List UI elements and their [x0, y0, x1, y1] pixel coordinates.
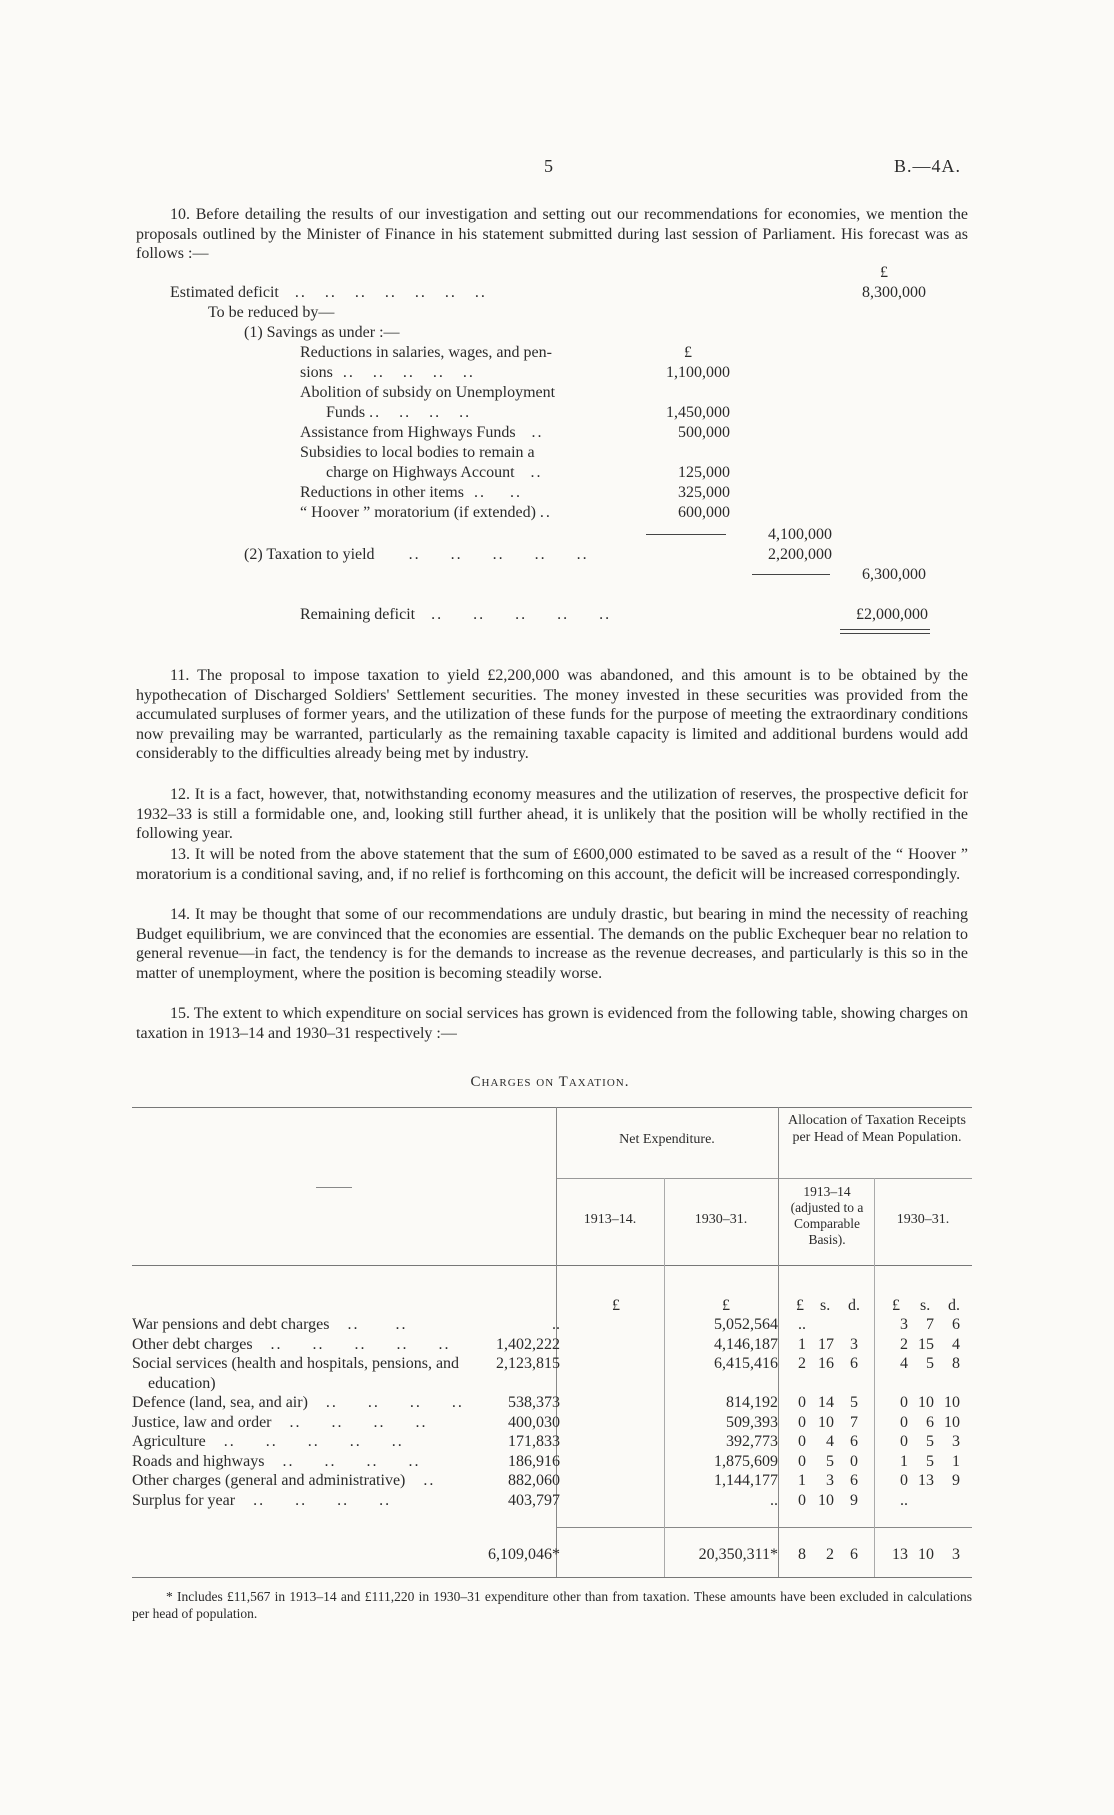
cell-alloc-1930-shillings: 5 [926, 1355, 934, 1372]
cell-1930: 4,146,187 [714, 1335, 778, 1353]
net-expenditure-header: Net Expenditure. [619, 1132, 715, 1147]
savings-item-label: “ Hoover ” moratorium (if extended) .. [300, 504, 552, 521]
cell-alloc-1930-pounds: .. [900, 1491, 908, 1509]
total-alloc-1930-pounds: 13 [892, 1546, 908, 1563]
table-title: Charges on Taxation. [470, 1074, 630, 1090]
cell-alloc-1930-shillings: 10 [918, 1394, 934, 1411]
paragraph-11: 11. The proposal to impose taxation to yield £2,200,000 was abandoned, and this amount is to be obtained by the hypothecation of Discharged Soldiers' Settlement securities. The money invested in these securities was provided from the accumulated surpluses of former years, and the utilization of these funds for the purpose of meeting the extraordinary conditions now prevailing may be warranted, particularly as the remaining taxable capacity is limited and additional burdens would add considerably to the difficulties already being met by industry. [136, 667, 968, 763]
cell-alloc-1913-pence: 9 [850, 1491, 858, 1509]
cell-1930: .. [770, 1491, 778, 1509]
cell-1913: 2,123,815 [496, 1355, 560, 1372]
unit-label: s. [920, 1297, 931, 1314]
cell-alloc-1913-shillings: 17 [818, 1335, 834, 1353]
savings-item-label: sions .. .. .. .. .. [300, 364, 475, 381]
savings-item-label: Subsidies to local bodies to remain a [300, 444, 535, 461]
cell-1913: 538,373 [508, 1394, 560, 1411]
cell-alloc-1913-pence: 7 [850, 1413, 858, 1431]
cell-alloc-1930-pence: 10 [944, 1413, 960, 1431]
cell-alloc-1913-shillings: 16 [818, 1355, 834, 1372]
row-label: Defence (land, sea, and air) .. .. .. .. [132, 1394, 464, 1411]
cell-1913: .. [552, 1316, 560, 1333]
allocation-header: Allocation of Taxation Receipts per Head of Mean Population. [788, 1113, 966, 1145]
row-label-text: Roads and highways [132, 1452, 265, 1470]
total-1930: 20,350,311* [698, 1546, 778, 1563]
cell-alloc-1930-pounds: 1 [900, 1452, 908, 1470]
cell-alloc-1913-shillings: 3 [826, 1472, 834, 1489]
cell-alloc-1930-pence: 4 [952, 1335, 960, 1353]
stub-mark [316, 1187, 352, 1188]
cell-alloc-1913-pounds: 0 [798, 1394, 806, 1411]
cell-alloc-1913-shillings: 5 [826, 1452, 834, 1470]
cell-alloc-1930-pounds: 2 [900, 1335, 908, 1353]
cell-alloc-1930-shillings: 7 [926, 1316, 934, 1333]
savings-item-label: Reductions in other items .. .. [300, 484, 522, 501]
savings-item-value: 600,000 [678, 504, 730, 521]
savings-item-label: charge on Highways Account .. [326, 464, 543, 481]
double-rule [840, 629, 930, 630]
table-top-rule [132, 1107, 972, 1108]
paragraph-12: 12. It is a fact, however, that, notwithstanding economy measures and the utilization of reserves, the prospective deficit for 1932–33 is still a formidable one, and, looking still further ahead, it is unlikely that the position will be wholly rectified in the following year. [136, 786, 968, 843]
savings-item-value: 1,450,000 [666, 404, 730, 421]
paragraph-14: 14. It may be thought that some of our recommendations are unduly drastic, but bearing in mind the necessity of reaching Budget equilibrium, we are convinced that the economies are essential. The demands on the public Exchequer bear no relation to general revenue—in fact, the tendency is for the demands to increase as the revenue decreases, and particularly is this so in the matter of unemployment, where the position is becoming steadily worse. [136, 906, 968, 982]
cell-alloc-1913-pounds: 1 [798, 1472, 806, 1489]
double-rule [840, 633, 930, 634]
savings-item-value: 125,000 [678, 464, 730, 481]
cell-1913: 403,797 [508, 1491, 560, 1509]
estimated-deficit-value: 8,300,000 [862, 284, 926, 301]
row-label [132, 1355, 459, 1373]
cell-1930: 509,393 [726, 1413, 778, 1431]
cell-alloc-1913-pence: 6 [850, 1472, 858, 1489]
savings-label: (1) Savings as under :— [244, 324, 400, 341]
cell-1913: 882,060 [508, 1472, 560, 1489]
cell-alloc-1913-shillings: 4 [826, 1433, 834, 1450]
total-alloc-1913-shillings: 2 [826, 1546, 834, 1563]
cell-alloc-1913-pounds: 0 [798, 1491, 806, 1509]
table-rule [556, 1178, 972, 1179]
column-divider [664, 1178, 665, 1577]
paragraph-10: 10. Before detailing the results of our investigation and setting out our recommendations for economies, we mention the proposals outlined by the Minister of Finance in his statement submitted during last session of Parliament. His forecast was as follows :— [136, 206, 968, 263]
cell-alloc-1930-shillings: 6 [926, 1413, 934, 1431]
cell-1930: 392,773 [726, 1433, 778, 1450]
savings-item-value: 500,000 [678, 424, 730, 441]
total-1913: 6,109,046* [488, 1546, 560, 1563]
row-label-text: Other charges (general and administrative) [132, 1472, 406, 1489]
cell-alloc-1930-pence: 8 [952, 1355, 960, 1372]
row-label-text: Surplus for year [132, 1491, 236, 1509]
cell-1913: 171,833 [508, 1433, 560, 1450]
cell-alloc-1930-pence: 10 [944, 1394, 960, 1411]
row-label: Agriculture .. .. .. .. .. [132, 1433, 404, 1450]
row-label: Justice, law and order .. .. .. .. [132, 1413, 428, 1431]
cell-alloc-1930-pounds: 0 [900, 1394, 908, 1411]
savings-item-value: 325,000 [678, 484, 730, 501]
row-label: Other charges (general and administrative) .. [132, 1472, 436, 1489]
cell-1913: 186,916 [508, 1452, 560, 1470]
col-header-1913: 1913–14. [583, 1212, 637, 1227]
cell-alloc-1913-pence: 3 [850, 1335, 858, 1353]
unit-label: £ [612, 1297, 620, 1314]
cell-1913: 1,402,222 [496, 1335, 560, 1353]
reduction-total: 6,300,000 [862, 566, 926, 583]
taxation-label: (2) Taxation to yield .. .. .. .. .. [244, 546, 589, 563]
document-reference: B.—4A. [894, 156, 962, 176]
row-label-text: Defence (land, sea, and air) [132, 1394, 308, 1411]
cell-alloc-1913-pence: 0 [850, 1452, 858, 1470]
reduced-by-label: To be reduced by— [208, 304, 335, 321]
savings-item-label: Reductions in salaries, wages, and pen- [300, 344, 552, 361]
paragraph-13: 13. It will be noted from the above statement that the sum of £600,000 estimated to be saved as a result of the “ Hoover ” moratorium is a conditional saving, and, if no relief is forthcoming on this account, the deficit will be increased correspondingly. [136, 846, 968, 883]
pound-sign: £ [880, 264, 888, 281]
cell-alloc-1913-pounds: 0 [798, 1452, 806, 1470]
row-label-text: Social services (health and hospitals, pensions, and [132, 1355, 460, 1372]
row-label: Surplus for year .. .. .. .. [132, 1491, 392, 1509]
estimated-deficit-label: Estimated deficit .. .. .. .. .. .. .. [170, 284, 487, 301]
unit-label: s. [820, 1297, 831, 1314]
savings-total: 4,100,000 [768, 526, 832, 543]
table-footnote: * Includes £11,567 in 1913–14 and £111,220 in 1930–31 expenditure other than from taxation. These amounts have been excluded in calculations per head of population. [132, 1589, 972, 1621]
subtotal-rule [646, 534, 726, 535]
cell-alloc-1930-pounds: 3 [900, 1316, 908, 1333]
cell-alloc-1930-pence: 1 [952, 1452, 960, 1470]
cell-alloc-1930-pounds: 4 [900, 1355, 908, 1372]
cell-1930: 6,415,416 [714, 1355, 778, 1372]
unit-label: d. [948, 1297, 960, 1314]
row-label-continued: education) [148, 1374, 216, 1392]
paragraph-15: 15. The extent to which expenditure on social services has grown is evidenced from the following table, showing charges on taxation in 1913–14 and 1930–31 respectively :— [136, 1005, 968, 1042]
cell-alloc-1913-pounds: 1 [798, 1335, 806, 1353]
cell-1930: 814,192 [726, 1394, 778, 1411]
row-label-text: Agriculture [132, 1433, 206, 1450]
row-label: Roads and highways .. .. .. .. [132, 1452, 421, 1470]
row-label-text: Other debt charges [132, 1335, 253, 1353]
taxation-value: 2,200,000 [768, 546, 832, 563]
remaining-deficit-value: £2,000,000 [856, 606, 928, 623]
cell-alloc-1913-pence: 5 [850, 1394, 858, 1411]
unit-label: £ [892, 1297, 900, 1314]
column-divider [778, 1107, 779, 1577]
cell-alloc-1930-pence: 9 [952, 1472, 960, 1489]
total-alloc-1930-shillings: 10 [918, 1546, 934, 1563]
total-alloc-1913-pounds: 8 [798, 1546, 806, 1563]
table-rule [132, 1265, 972, 1266]
col-header-alloc-1913: 1913–14 (adjusted to a Comparable Basis). [790, 1184, 864, 1247]
remaining-deficit-label: Remaining deficit .. .. .. .. .. [300, 606, 612, 623]
cell-1930: 5,052,564 [714, 1316, 778, 1333]
pound-sign: £ [684, 344, 692, 361]
cell-alloc-1930-pence: 6 [952, 1316, 960, 1333]
table-bottom-rule [132, 1577, 972, 1578]
unit-label: d. [848, 1297, 860, 1314]
cell-alloc-1930-pounds: 0 [900, 1433, 908, 1450]
savings-item-label: Abolition of subsidy on Unemployment [300, 384, 556, 401]
cell-alloc-1913-pounds: 0 [798, 1413, 806, 1431]
cell-alloc-1913-shillings: 14 [818, 1394, 834, 1411]
col-header-alloc-1930: 1930–31. [896, 1212, 950, 1227]
subtotal-rule [752, 574, 830, 575]
cell-alloc-1913-shillings: 10 [818, 1491, 834, 1509]
row-label: War pensions and debt charges .. .. [132, 1316, 408, 1333]
savings-item-label: Funds .. .. .. .. [326, 404, 472, 421]
cell-1930: 1,875,609 [714, 1452, 778, 1470]
cell-alloc-1913-pounds: .. [798, 1316, 806, 1333]
cell-alloc-1930-pence: 3 [952, 1433, 960, 1450]
total-alloc-1913-pence: 6 [850, 1546, 858, 1563]
cell-alloc-1913-pence: 6 [850, 1433, 858, 1450]
cell-1930: 1,144,177 [714, 1472, 778, 1489]
savings-item-label: Assistance from Highways Funds .. [300, 424, 544, 441]
cell-alloc-1930-pounds: 0 [900, 1413, 908, 1431]
cell-alloc-1930-shillings: 13 [918, 1472, 934, 1489]
row-label: Other debt charges .. .. .. .. .. [132, 1335, 451, 1353]
total-alloc-1930-pence: 3 [952, 1546, 960, 1563]
cell-alloc-1930-shillings: 15 [918, 1335, 934, 1353]
cell-alloc-1913-pounds: 0 [798, 1433, 806, 1450]
cell-alloc-1913-shillings: 10 [818, 1413, 834, 1431]
table-rule [556, 1527, 972, 1528]
page-number: 5 [544, 156, 553, 176]
savings-item-value: 1,100,000 [666, 364, 730, 381]
column-divider [874, 1178, 875, 1577]
unit-label: £ [796, 1297, 804, 1314]
cell-1913: 400,030 [508, 1413, 560, 1431]
cell-alloc-1913-pence: 6 [850, 1355, 858, 1372]
unit-label: £ [722, 1297, 730, 1314]
row-label-text: Justice, law and order [132, 1413, 272, 1431]
cell-alloc-1930-shillings: 5 [926, 1452, 934, 1470]
col-header-1930: 1930–31. [694, 1212, 748, 1227]
cell-alloc-1930-pounds: 0 [900, 1472, 908, 1489]
row-label-text: War pensions and debt charges [132, 1316, 330, 1333]
cell-alloc-1913-pounds: 2 [798, 1355, 806, 1372]
cell-alloc-1930-shillings: 5 [926, 1433, 934, 1450]
